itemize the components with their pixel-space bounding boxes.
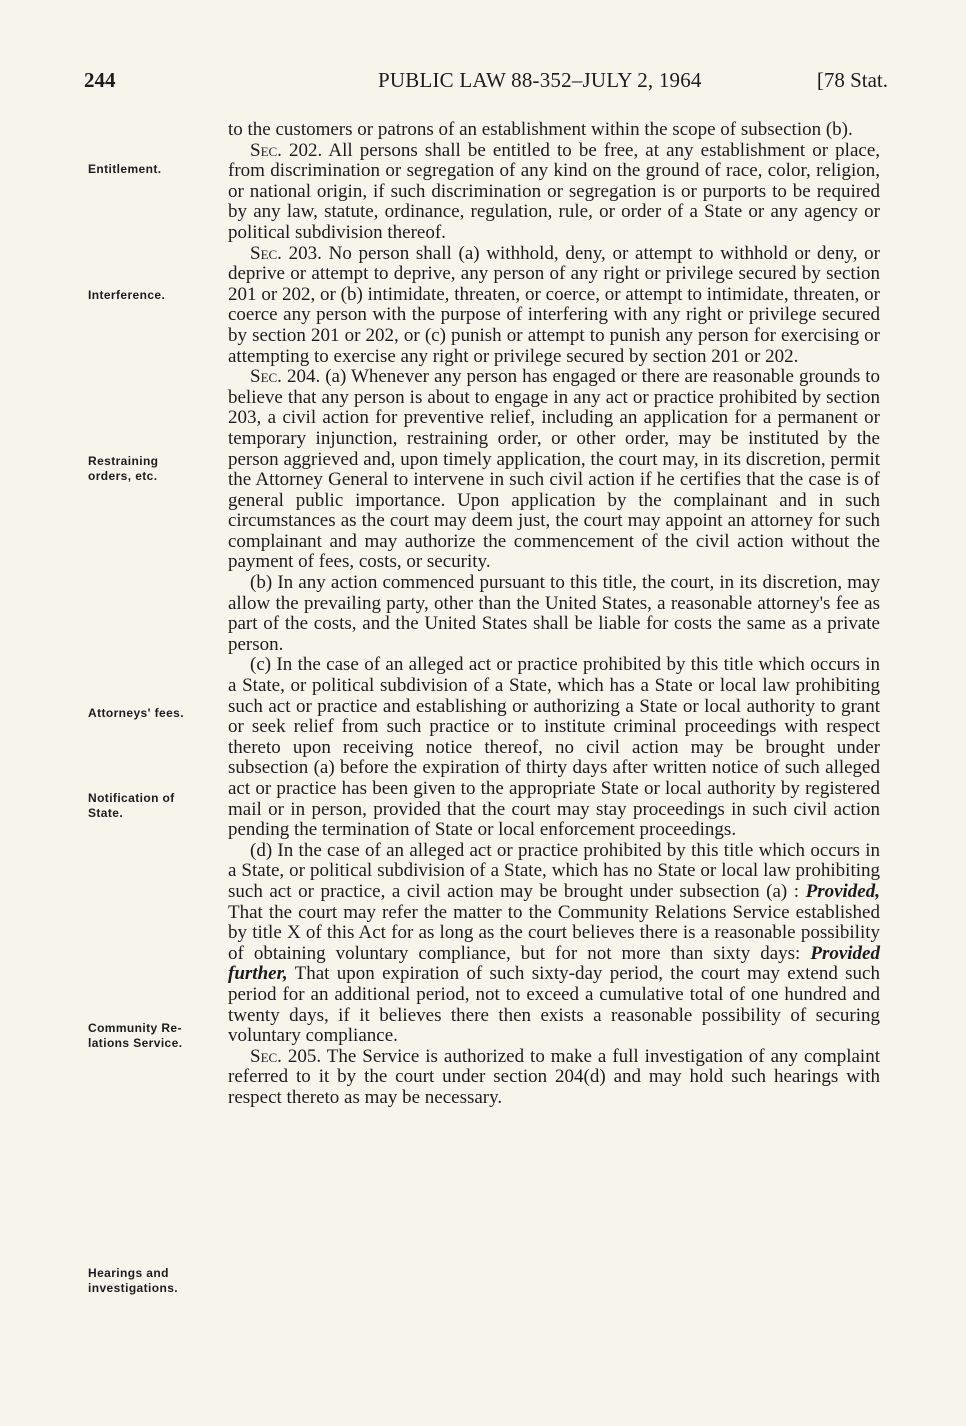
proviso: Provided, [805,880,880,902]
section-text: That upon expiration of such sixty-day period, the court may extend such period for an additional period, not to exceed a cumulative total of one hundred and twenty days, if it believes there then exists a reasonable possibility of securing voluntary compliance. [228,963,880,1047]
section-204d [228,841,880,1047]
section-text: That the court may refer the matter to the Community Relations Service established by title X of this Act for as long as the court believes there is a reasonable possibility of obtaining voluntary compliance, but for not more than sixty days: [228,901,880,964]
running-title: PUBLIC LAW 88-352–JULY 2, 1964 [378,68,702,92]
margin-note-entitlement: Entitlement. [88,162,162,176]
margin-note-interference: Interference. [88,288,166,302]
page-header [80,68,888,96]
section-204a [228,367,880,573]
margin-note-restraining: Restraining orders, etc. [88,454,159,483]
margin-note-hearings: Hearings and investigations. [88,1266,179,1295]
statute-reference: [78 Stat. [816,68,888,92]
section-205 [228,1047,880,1109]
margin-note-notification: Notification of State. [88,791,175,820]
section-203 [228,244,880,368]
section-label: Sec. [250,242,282,264]
margin-note-attorneys-fees: Attorneys' fees. [88,706,184,720]
margin-note-community: Community Re- lations Service. [88,1021,183,1050]
section-text: 203. No person shall (a) withhold, deny, or attempt to withhold or deny, or deprive or attempt to deprive, any person of any right or privilege secured by section 201 or 202, or (b) intimidate, threaten, or coerce, or attempt to intimidate, threaten, or coerce any person with the purpose of interfering with any right or privilege secured by section 201 or 202, or (c) punish or attempt to punish any person for exercising or attempting to exercise any right or privilege secured by section 201 or 202. [228,242,880,367]
section-text: 202. All persons shall be entitled to be free, at any establishment or place, from discrimination or segregation of any kind on the ground of race, color, religion, or national origin, if such discrimination or segregation is or purports to be required by any law, statute, ordinance, regulation, rule, or order of a State or any agency or political subdivision thereof. [228,139,880,243]
section-text: 205. The Service is authorized to make a full investigation of any complaint referred to it by the court under section 204(d) and may hold such hearings with respect thereto as may be necessary. [228,1045,880,1108]
paragraph-continuation: to the customers or patrons of an establishment within the scope of subsection (b). [228,119,853,140]
body-text [228,120,880,1109]
section-204c: (c) In the case of an alleged act or practice prohibited by this title which occurs in a State, or political subdivision of a State, which has a State or local law prohibiting such act or practice and establishing or authorizing a State or local authority to grant or seek relief from such practice or to institute criminal proceedings with respect thereto upon receiving notice thereof, no civil action may be brought under subsection (a) before the expiration of thirty days after written notice of such alleged act or practice has been given to the appropriate State or local authority by registered mail or in person, provided that the court may stay proceedings in such civil action pending the termination of State or local enforcement proceedings. [228,654,880,841]
page-number: 244 [84,68,116,92]
section-text: 204. (a) Whenever any person has engaged or there are reasonable grounds to believe that any person is about to engage in any act or practice prohibited by section 203, a civil action for preventive relief, including an application for a permanent or temporary injunction, restraining order, or other order, may be instituted by the person aggrieved and, upon timely application, the court may, in its discretion, permit the Attorney General to intervene in such civil action if he certifies that the case is of general public importance. Upon application by the complainant and in such circumstances as the court may deem just, the court may appoint an attorney for such complainant and may authorize the commencement of the civil action without the payment of fees, costs, or security. [228,366,880,573]
section-label: Sec. [250,139,282,161]
proviso: Provided further, [228,942,880,985]
section-202 [228,141,880,244]
section-label: Sec. [250,1045,282,1067]
section-204b: (b) In any action commenced pursuant to this title, the court, in its discretion, may allow the prevailing party, other than the United States, a reasonable attorney's fee as part of the costs, and the United States shall be liable for costs the same as a private person. [228,572,880,655]
section-label: Sec. [250,366,282,388]
section-text: (d) In the case of an alleged act or practice prohibited by this title which occurs in a State, or political subdivision of a State, which has no State or local law prohibiting such act or practice, a civil action may be brought under subsection (a) : [228,839,880,902]
